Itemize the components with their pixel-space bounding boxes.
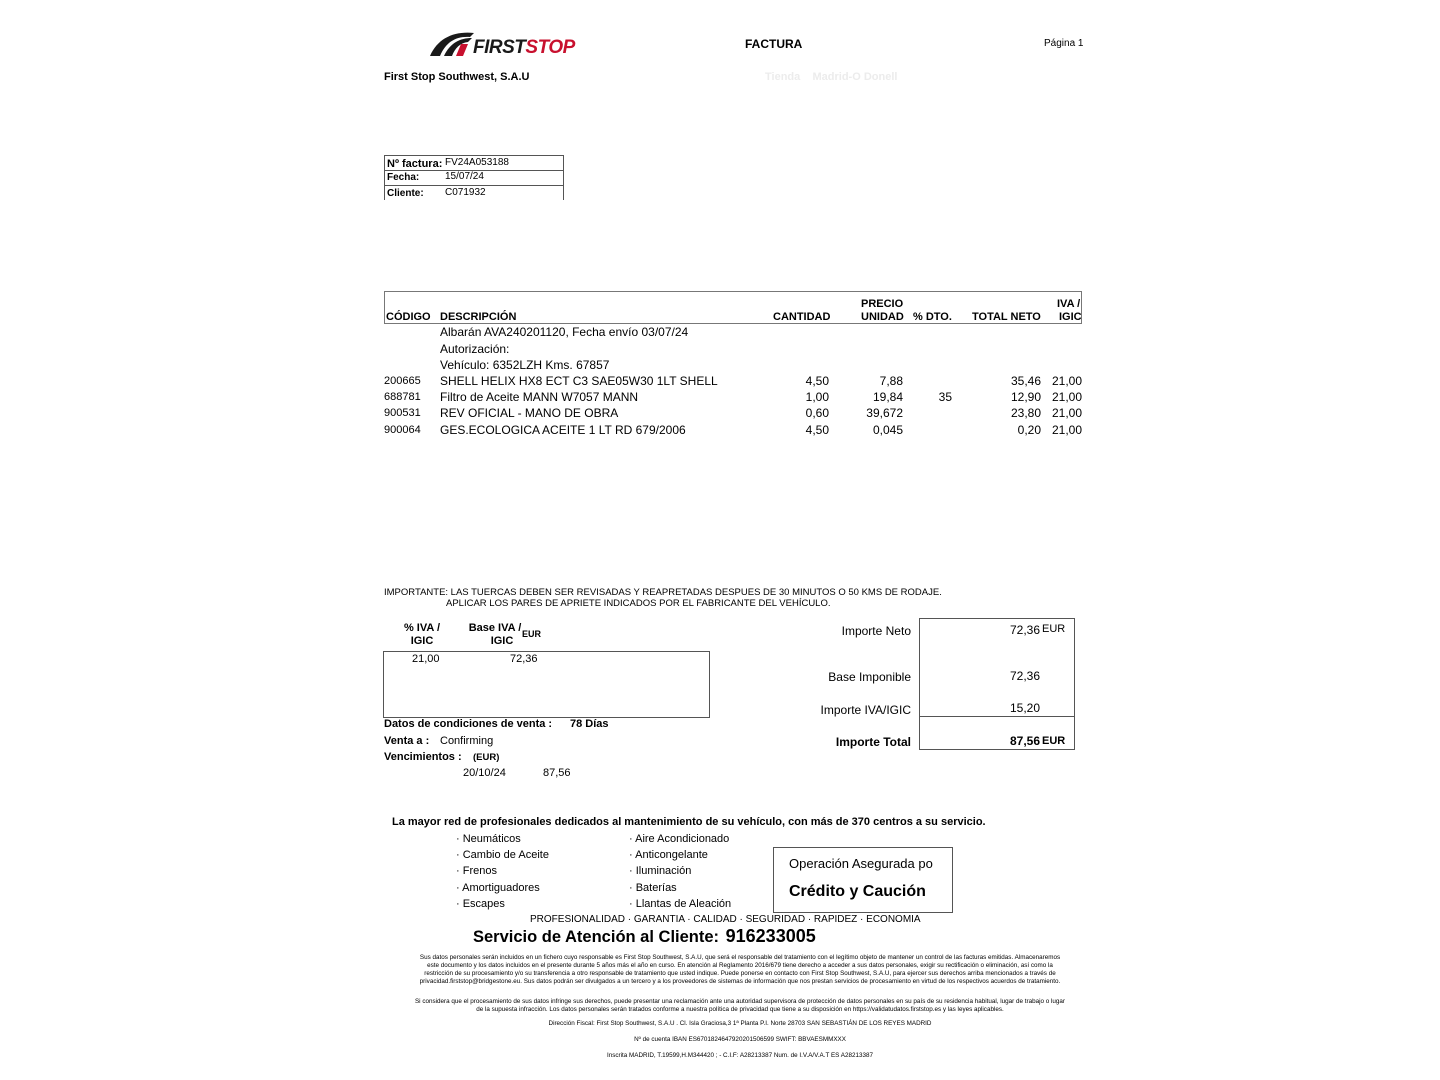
customer-service <box>473 926 816 947</box>
client-label: Cliente: <box>387 188 424 199</box>
row-iva: 21,00 <box>1051 390 1082 404</box>
network-tagline: La mayor red de profesionales dedicados al mantenimiento de su vehículo, con más de 370 centros a su servicio. <box>392 816 986 828</box>
row-iva: 21,00 <box>1051 406 1082 420</box>
service-item: · Aire Acondicionado <box>629 833 730 845</box>
col-precio: PRECIO <box>861 298 904 310</box>
totals-divider <box>919 716 1074 717</box>
tax-rate-header-2: IGIC <box>410 635 434 647</box>
importe-total-currency: EUR <box>1042 735 1066 747</box>
col-cantidad: CANTIDAD <box>773 311 831 323</box>
tax-base-header-1: Base IVA / <box>468 622 522 634</box>
note-autorizacion: Autorización: <box>440 342 510 356</box>
col-descripcion: DESCRIPCIÓN <box>440 311 517 323</box>
tax-currency: EUR <box>522 629 542 639</box>
totals-box <box>919 618 1075 750</box>
privacy-line: de la supuesta infracción. Los datos personales serán tratados conforme a nuestra política de privacidad que tiene a su disposición en https://validatudatos.firststop.es y las leyes aplicables. <box>476 1006 1004 1013</box>
invoice-number-label: Nº factura: <box>387 158 443 170</box>
tax-rate-header-1: % IVA / <box>403 622 441 634</box>
row-code: 900531 <box>384 407 421 419</box>
service-item: · Llantas de Aleación <box>629 898 732 910</box>
service-item: · Iluminación <box>629 865 692 877</box>
row-price: 39,672 <box>866 406 903 420</box>
row-total: 35,46 <box>1010 374 1041 388</box>
service-item: · Amortiguadores <box>456 882 540 894</box>
store-label: Tienda <box>765 71 801 83</box>
row-price: 7,88 <box>879 374 903 388</box>
insurance-line-2: Crédito y Caución <box>789 883 926 900</box>
registry-info: Inscrita MADRID, T.19599,H.M344420 ; - C.I.F: A28213387 Num. de I.V.A/V.A.T ES A28213387 <box>606 1052 874 1059</box>
note-vehiculo: Vehículo: 6352LZH Kms. 67857 <box>440 358 610 372</box>
venta-value: Confirming <box>440 735 494 747</box>
col-iva: IVA / <box>1057 298 1081 310</box>
client-code: C071932 <box>445 187 486 198</box>
row-iva: 21,00 <box>1051 423 1082 437</box>
col-codigo: CÓDIGO <box>386 311 431 323</box>
importe-iva-label: Importe IVA/IGIC <box>820 703 911 717</box>
importe-neto-value: 72,36 <box>1010 623 1041 637</box>
privacy-line: restricción de su procesamiento y/o su transferencia a otro responsable de tratamiento que usted indique. Puede ponerse en contacto con First Stop Southwest, S.A.U, para ejercer sus derechos arriba mencionados a través de <box>424 970 1056 977</box>
tax-rate-value: 21,00 <box>412 653 440 665</box>
row-desc: Filtro de Aceite MANN W7057 MANN <box>440 390 639 404</box>
row-qty: 1,00 <box>805 390 829 404</box>
insurance-line-1: Operación Asegurada po <box>789 856 933 871</box>
service-item: · Neumáticos <box>456 833 521 845</box>
tax-base-header <box>462 622 528 648</box>
privacy-line: privacidad.firststop@bridgestone.eu. Sus datos podrán ser divulgados a un tercero y a los proveedores de sistemas de información que nos prestan servicios de procesamiento en virtud de los respectivos acuerdos de tratamiento. <box>419 978 1061 985</box>
privacy-line: este documento y los datos incluidos en el presente durante 5 años más el año en curso. En atención al Reglamento 2016/679 tiene derecho a acceder a sus datos personales, exigir su rectificación o eliminación, así como la <box>427 962 1053 969</box>
importe-neto-label: Importe Neto <box>841 624 911 638</box>
row-iva: 21,00 <box>1051 374 1082 388</box>
row-total: 0,20 <box>1017 423 1041 437</box>
invoice-date: 15/07/24 <box>445 171 484 182</box>
row-price: 19,84 <box>872 390 903 404</box>
col-dto: % DTO. <box>913 311 952 323</box>
row-dto: 35 <box>938 390 952 404</box>
invoice-info-box <box>384 155 562 199</box>
base-imponible-label: Base Imponible <box>828 670 911 684</box>
customer-service-label: Servicio de Atención al Cliente: <box>473 928 720 946</box>
service-item: · Escapes <box>456 898 505 910</box>
note-albaran: Albarán AVA240201120, Fecha envío 03/07/24 <box>440 325 689 339</box>
store-name: Madrid-O Donell <box>812 71 898 83</box>
table-left-rule <box>384 291 385 324</box>
privacy-line: Si considera que el procesamiento de sus datos infringe sus derechos, puede presentar una reclamación ante una autoridad supervisora de protección de datos personales en su país de su residencia habitual, lugar de trabajo o lugar <box>414 998 1066 1005</box>
row-code: 200665 <box>384 375 421 387</box>
row-qty: 4,50 <box>805 423 829 437</box>
document-title: FACTURA <box>745 37 803 51</box>
importe-iva-value: 15,20 <box>1010 701 1041 715</box>
col-igic: IGIC <box>1059 311 1082 323</box>
row-price: 0,045 <box>872 423 903 437</box>
row-desc: SHELL HELIX HX8 ECT C3 SAE05W30 1LT SHELL <box>440 374 718 388</box>
vencimientos-currency: (EUR) <box>473 752 500 763</box>
store-header <box>765 71 897 83</box>
row-code: 900064 <box>384 424 421 436</box>
invoice-date-label: Fecha: <box>387 172 420 183</box>
service-item: · Cambio de Aceite <box>456 849 549 861</box>
logo-text-first: FIRST <box>473 37 526 58</box>
fiscal-address: Dirección Fiscal: First Stop Southwest, S.A.U . Cl. Isla Graciosa,3 1ª Planta P.I. Norte 28703 SAN SEBASTIÁN DE LOS REYES MADRID <box>548 1020 932 1027</box>
importe-total-value: 87,56 <box>1010 734 1041 748</box>
importe-neto-currency: EUR <box>1042 623 1066 635</box>
row-desc: GES.ECOLOGICA ACEITE 1 LT RD 679/2006 <box>440 423 686 437</box>
vencimiento-amount: 87,56 <box>543 767 571 779</box>
service-item: · Frenos <box>456 865 497 877</box>
base-imponible-value: 72,36 <box>1010 669 1041 683</box>
firststop-logo <box>428 30 593 62</box>
bank-account: Nº de cuenta IBAN ES6701824647920201506599 SWIFT: BBVAESMMXXX <box>634 1036 846 1043</box>
tax-rate-header <box>398 622 446 648</box>
logo-text-stop: STOP <box>525 37 575 58</box>
row-code: 688781 <box>384 391 421 403</box>
table-top-rule <box>384 291 1082 292</box>
row-total: 23,80 <box>1010 406 1041 420</box>
conditions-value: 78 Días <box>570 718 609 730</box>
tax-base-value: 72,36 <box>510 653 538 665</box>
insurance-box <box>773 847 953 913</box>
vencimientos-label: Vencimientos : <box>384 751 462 763</box>
row-qty: 0,60 <box>805 406 829 420</box>
col-unidad: UNIDAD <box>861 311 904 323</box>
brand-pillars: PROFESIONALIDAD · GARANTIA · CALIDAD · SEGURIDAD · RAPIDEZ · ECONOMIA <box>530 914 921 925</box>
notice-line-2: APLICAR LOS PARES DE APRIETE INDICADOS POR EL FABRICANTE DEL VEHÍCULO. <box>446 598 831 609</box>
tax-base-header-2: IGIC <box>490 635 514 647</box>
page-number: Página 1 <box>1044 38 1084 49</box>
vencimiento-date: 20/10/24 <box>463 767 506 779</box>
importe-total-label: Importe Total <box>835 735 911 749</box>
row-qty: 4,50 <box>805 374 829 388</box>
conditions-label: Datos de condiciones de venta : <box>384 718 553 730</box>
service-item: · Baterías <box>629 882 677 894</box>
customer-service-phone: 916233005 <box>725 926 816 946</box>
row-desc: REV OFICIAL - MANO DE OBRA <box>440 406 619 420</box>
notice-line-1: IMPORTANTE: LAS TUERCAS DEBEN SER REVISADAS Y REAPRETADAS DESPUES DE 30 MINUTOS O 50 KMS DE RODAJE. <box>384 587 942 598</box>
row-total: 12,90 <box>1010 390 1041 404</box>
table-header-rule <box>384 323 1082 324</box>
col-total-neto: TOTAL NETO <box>972 311 1041 323</box>
venta-label: Venta a : <box>384 735 430 747</box>
company-name: First Stop Southwest, S.A.U <box>384 71 530 83</box>
service-item: · Anticongelante <box>629 849 708 861</box>
privacy-line: Sus datos personales serán incluidos en un fichero cuyo responsable es First Stop Southwest, S.A.U, que será el responsable del tratamiento con el legítimo objeto de mantener un control de las facturas emitidas. Almacenaremos <box>419 954 1061 961</box>
invoice-number: FV24A053188 <box>445 157 509 168</box>
